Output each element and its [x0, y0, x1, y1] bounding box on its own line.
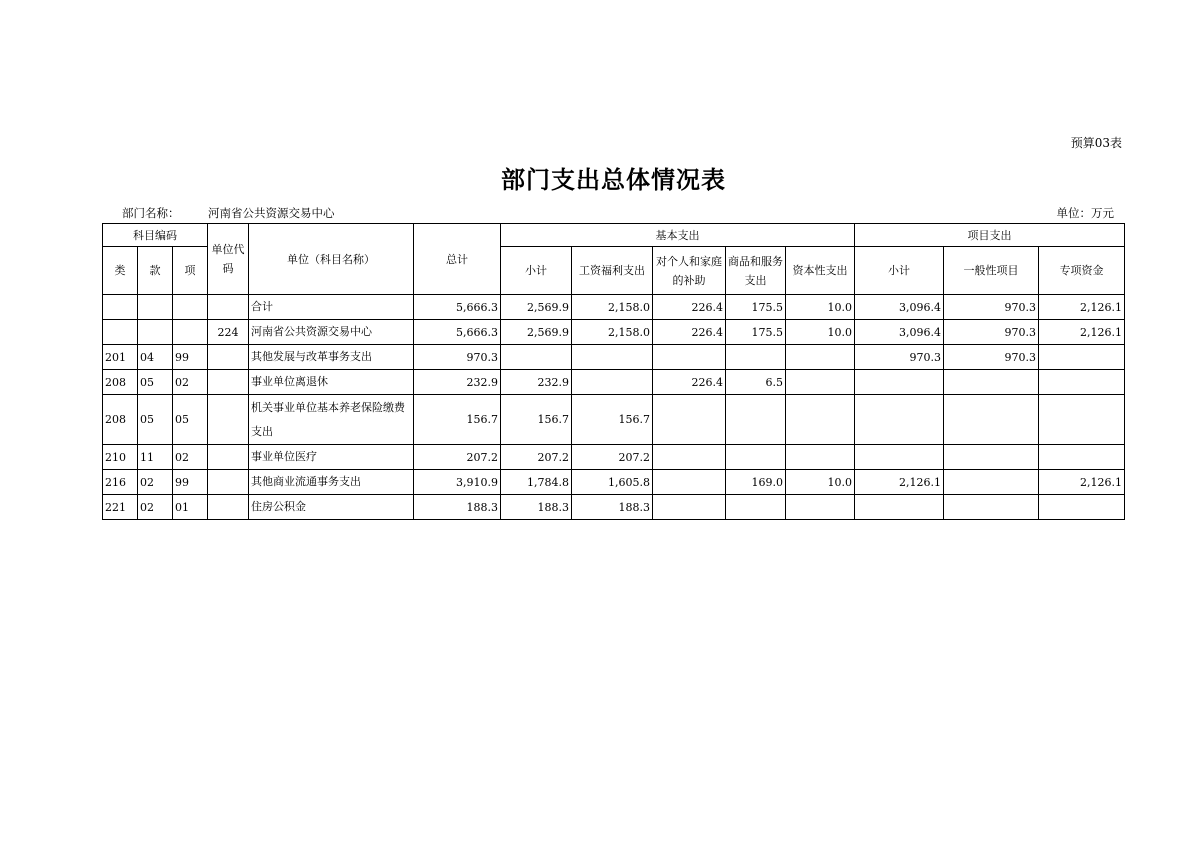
cell-name: 机关事业单位基本养老保险缴费支出 — [249, 395, 414, 445]
table-header — [103, 224, 1125, 295]
cell-unit-code — [208, 470, 249, 495]
cell-project-subtotal — [855, 445, 944, 470]
cell-capital — [786, 495, 855, 520]
cell-lei: 208 — [103, 395, 138, 445]
header-subsidy: 对个人和家庭的补助 — [653, 247, 726, 295]
cell-special — [1039, 495, 1125, 520]
cell-capital — [786, 370, 855, 395]
cell-total: 207.2 — [414, 445, 501, 470]
cell-goods: 169.0 — [726, 470, 786, 495]
cell-kuan: 05 — [138, 370, 173, 395]
cell-salary: 207.2 — [572, 445, 653, 470]
header-project: 项目支出 — [855, 224, 1125, 247]
unit-label: 单位：万元 — [1056, 206, 1114, 220]
cell-total: 232.9 — [414, 370, 501, 395]
cell-kuan: 02 — [138, 495, 173, 520]
cell-general: 970.3 — [944, 320, 1039, 345]
header-xiang: 项 — [173, 247, 208, 295]
header-special-fund: 专项资金 — [1039, 247, 1125, 295]
table-row — [103, 295, 1125, 320]
cell-salary — [572, 370, 653, 395]
cell-capital — [786, 445, 855, 470]
cell-goods — [726, 345, 786, 370]
cell-total: 5,666.3 — [414, 295, 501, 320]
cell-xiang: 99 — [173, 345, 208, 370]
header-lei: 类 — [103, 247, 138, 295]
cell-name: 河南省公共资源交易中心 — [249, 320, 414, 345]
cell-special — [1039, 445, 1125, 470]
cell-project-subtotal — [855, 395, 944, 445]
cell-kuan — [138, 320, 173, 345]
cell-subsidy — [653, 445, 726, 470]
cell-subsidy: 226.4 — [653, 295, 726, 320]
cell-subsidy — [653, 345, 726, 370]
cell-goods: 175.5 — [726, 295, 786, 320]
cell-special: 2,126.1 — [1039, 295, 1125, 320]
cell-total: 188.3 — [414, 495, 501, 520]
cell-general — [944, 495, 1039, 520]
cell-lei: 208 — [103, 370, 138, 395]
cell-lei: 201 — [103, 345, 138, 370]
cell-subsidy — [653, 495, 726, 520]
table-row — [103, 370, 1125, 395]
cell-kuan: 02 — [138, 470, 173, 495]
table-body — [103, 295, 1125, 520]
cell-salary: 188.3 — [572, 495, 653, 520]
cell-general: 970.3 — [944, 295, 1039, 320]
dept-label: 部门名称： — [122, 206, 180, 220]
header-kuan: 款 — [138, 247, 173, 295]
header-basic-subtotal: 小计 — [501, 247, 572, 295]
cell-capital: 10.0 — [786, 295, 855, 320]
cell-capital: 10.0 — [786, 320, 855, 345]
cell-xiang: 02 — [173, 445, 208, 470]
cell-goods: 6.5 — [726, 370, 786, 395]
cell-salary: 156.7 — [572, 395, 653, 445]
cell-kuan: 11 — [138, 445, 173, 470]
cell-xiang: 05 — [173, 395, 208, 445]
cell-capital — [786, 395, 855, 445]
cell-xiang: 01 — [173, 495, 208, 520]
cell-xiang — [173, 295, 208, 320]
cell-name: 其他商业流通事务支出 — [249, 470, 414, 495]
header-salary: 工资福利支出 — [572, 247, 653, 295]
table-row — [103, 445, 1125, 470]
table-row — [103, 320, 1125, 345]
cell-subsidy — [653, 470, 726, 495]
header-total: 总计 — [414, 224, 501, 295]
cell-unit-code — [208, 445, 249, 470]
cell-basic-subtotal: 207.2 — [501, 445, 572, 470]
cell-basic-subtotal: 232.9 — [501, 370, 572, 395]
cell-special — [1039, 370, 1125, 395]
header-unit-name: 单位（科目名称） — [249, 224, 414, 295]
header-unit-code: 单位代码 — [208, 224, 249, 295]
table-row — [103, 470, 1125, 495]
dept-name: 河南省公共资源交易中心 — [208, 206, 335, 220]
cell-special — [1039, 395, 1125, 445]
table-row — [103, 495, 1125, 520]
cell-unit-code: 224 — [208, 320, 249, 345]
page-title: 部门支出总体情况表 — [501, 166, 726, 194]
cell-project-subtotal: 3,096.4 — [855, 295, 944, 320]
table-row — [103, 395, 1125, 445]
cell-project-subtotal — [855, 495, 944, 520]
cell-kuan: 04 — [138, 345, 173, 370]
cell-lei: 216 — [103, 470, 138, 495]
cell-name: 住房公积金 — [249, 495, 414, 520]
cell-project-subtotal: 970.3 — [855, 345, 944, 370]
cell-basic-subtotal: 1,784.8 — [501, 470, 572, 495]
cell-lei: 210 — [103, 445, 138, 470]
cell-salary — [572, 345, 653, 370]
cell-basic-subtotal: 2,569.9 — [501, 320, 572, 345]
cell-special — [1039, 345, 1125, 370]
cell-lei: 221 — [103, 495, 138, 520]
cell-kuan — [138, 295, 173, 320]
cell-name: 事业单位医疗 — [249, 445, 414, 470]
cell-unit-code — [208, 345, 249, 370]
cell-unit-code — [208, 495, 249, 520]
cell-salary: 2,158.0 — [572, 320, 653, 345]
expenditure-table — [102, 223, 1125, 520]
cell-total: 5,666.3 — [414, 320, 501, 345]
cell-name: 合计 — [249, 295, 414, 320]
cell-project-subtotal: 2,126.1 — [855, 470, 944, 495]
cell-special: 2,126.1 — [1039, 320, 1125, 345]
table-row — [103, 345, 1125, 370]
cell-name: 其他发展与改革事务支出 — [249, 345, 414, 370]
cell-goods: 175.5 — [726, 320, 786, 345]
cell-unit-code — [208, 395, 249, 445]
cell-unit-code — [208, 295, 249, 320]
cell-xiang: 02 — [173, 370, 208, 395]
header-project-subtotal: 小计 — [855, 247, 944, 295]
cell-salary: 2,158.0 — [572, 295, 653, 320]
header-capital: 资本性支出 — [786, 247, 855, 295]
cell-basic-subtotal — [501, 345, 572, 370]
cell-goods — [726, 395, 786, 445]
cell-basic-subtotal: 188.3 — [501, 495, 572, 520]
cell-lei — [103, 320, 138, 345]
cell-unit-code — [208, 370, 249, 395]
header-general-project: 一般性项目 — [944, 247, 1039, 295]
cell-goods — [726, 495, 786, 520]
cell-general — [944, 470, 1039, 495]
cell-subsidy: 226.4 — [653, 370, 726, 395]
cell-total: 970.3 — [414, 345, 501, 370]
header-basic: 基本支出 — [501, 224, 855, 247]
cell-general: 970.3 — [944, 345, 1039, 370]
cell-general — [944, 395, 1039, 445]
cell-capital: 10.0 — [786, 470, 855, 495]
cell-xiang: 99 — [173, 470, 208, 495]
cell-total: 156.7 — [414, 395, 501, 445]
cell-lei — [103, 295, 138, 320]
cell-project-subtotal: 3,096.4 — [855, 320, 944, 345]
cell-kuan: 05 — [138, 395, 173, 445]
header-goods: 商品和服务支出 — [726, 247, 786, 295]
cell-general — [944, 445, 1039, 470]
cell-total: 3,910.9 — [414, 470, 501, 495]
header-subject-code: 科目编码 — [103, 224, 208, 247]
cell-project-subtotal — [855, 370, 944, 395]
cell-goods — [726, 445, 786, 470]
cell-subsidy — [653, 395, 726, 445]
cell-xiang — [173, 320, 208, 345]
form-number: 预算03表 — [1070, 136, 1122, 150]
cell-capital — [786, 345, 855, 370]
cell-special: 2,126.1 — [1039, 470, 1125, 495]
cell-basic-subtotal: 156.7 — [501, 395, 572, 445]
cell-subsidy: 226.4 — [653, 320, 726, 345]
cell-salary: 1,605.8 — [572, 470, 653, 495]
cell-basic-subtotal: 2,569.9 — [501, 295, 572, 320]
cell-general — [944, 370, 1039, 395]
cell-name: 事业单位离退休 — [249, 370, 414, 395]
